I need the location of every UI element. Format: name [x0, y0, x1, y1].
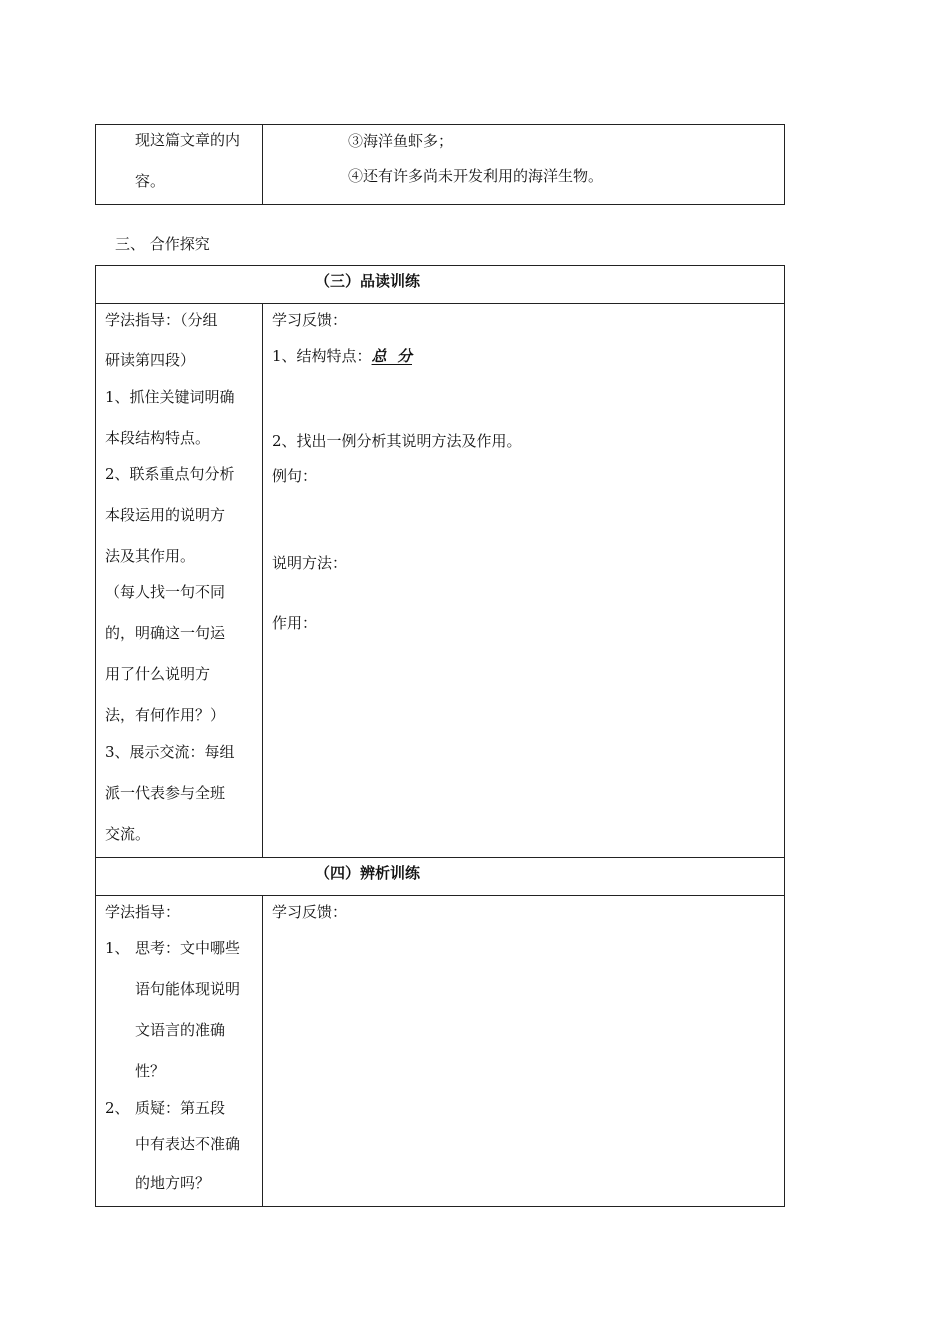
guide-line: 交流。	[105, 825, 151, 843]
table-1-right-border	[784, 124, 785, 204]
table-1-left-line: 现这篇文章的内	[135, 131, 241, 149]
table-1-left-border	[95, 124, 96, 204]
guide-item-line: 性？	[135, 1062, 166, 1080]
guide-line: 2、联系重点句分析	[105, 465, 235, 483]
table-1-bottom-border	[95, 204, 785, 205]
table-1-right-line: ④还有许多尚未开发利用的海洋生物。	[348, 167, 604, 185]
guide-line: 本段结构特点。	[105, 429, 211, 447]
guide-line: 派一代表参与全班	[105, 784, 226, 802]
structure-label: 1、结构特点：	[272, 347, 372, 365]
guide-item-number: 2、	[105, 1099, 130, 1117]
guide-line: 学法指导：（分组	[105, 311, 218, 329]
guide-line: 用了什么说明方	[105, 665, 211, 683]
guide-item-line: 中有表达不准确	[135, 1135, 241, 1153]
guide-line: 1、抓住关键词明确	[105, 388, 235, 406]
guide-line: 本段运用的说明方	[105, 506, 226, 524]
table-2-right-border	[784, 265, 785, 1206]
table-2-column-divider	[262, 895, 263, 1206]
section-heading: 三、 合作探究	[115, 235, 210, 253]
method-label: 说明方法：	[272, 554, 348, 572]
guide-item-line: 思考：文中哪些	[135, 939, 241, 957]
guide-line: 3、展示交流：每组	[105, 743, 235, 761]
guide-item-line: 的地方吗？	[135, 1174, 211, 1192]
table-2-row-divider	[95, 895, 785, 896]
table-1-left-line: 容。	[135, 172, 166, 190]
structure-item	[272, 345, 412, 366]
table-2-row-divider	[95, 303, 785, 304]
guide-item-line: 质疑：第五段	[135, 1099, 226, 1117]
table-1-top-border	[95, 124, 785, 125]
guide-line: （每人找一句不同	[105, 583, 226, 601]
table-2-row-divider	[95, 857, 785, 858]
method-item: 2、找出一例分析其说明方法及作用。	[272, 432, 522, 450]
structure-answer: 总 分	[371, 347, 412, 365]
table-2-column-divider	[262, 303, 263, 857]
table-1-divider	[262, 124, 263, 204]
feedback-label: 学习反馈：	[272, 311, 348, 329]
guide-line: 法，有何作用？）	[105, 706, 226, 724]
guide-item-line: 文语言的准确	[135, 1021, 226, 1039]
effect-label: 作用：	[272, 614, 318, 632]
feedback-label: 学习反馈：	[272, 903, 348, 921]
table-1-right-line: ③海洋鱼虾多；	[348, 132, 454, 150]
guide-line: 的，明确这一句运	[105, 624, 226, 642]
guide-line: 法及其作用。	[105, 547, 196, 565]
guide-label: 学法指导：	[105, 903, 181, 921]
guide-item-number: 1、	[105, 939, 130, 957]
guide-item-line: 语句能体现说明	[135, 980, 241, 998]
guide-line: 研读第四段）	[105, 351, 196, 369]
table-2-left-border	[95, 265, 96, 1206]
section-header-analysis: （四）辨析训练	[315, 864, 421, 882]
example-label: 例句：	[272, 467, 318, 485]
table-2-top-border	[95, 265, 785, 266]
table-2-bottom-border	[95, 1206, 785, 1207]
section-header-reading: （三）品读训练	[315, 272, 421, 290]
